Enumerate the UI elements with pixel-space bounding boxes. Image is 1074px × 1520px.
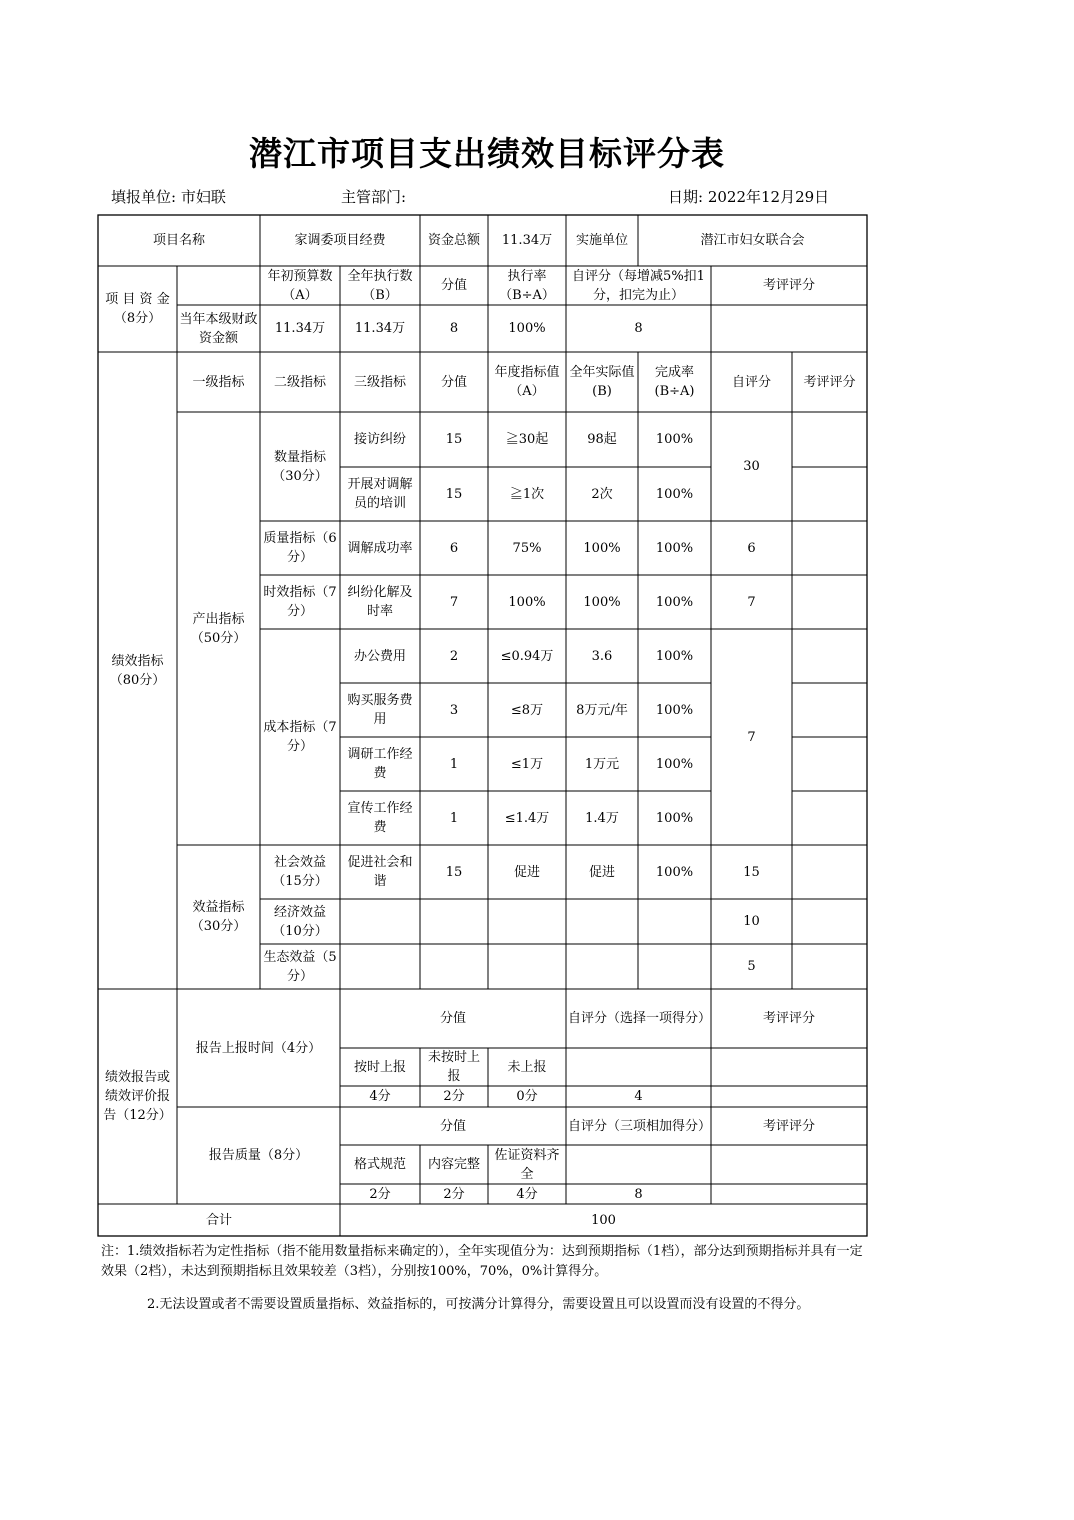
rq-evidence: 佐证资料齐全	[494, 1147, 560, 1182]
total-label: 合计	[205, 1212, 232, 1228]
table-row-rate: 100%	[655, 540, 694, 556]
table-row-score: 6	[449, 540, 459, 556]
table-row-rate: 100%	[655, 810, 694, 826]
score-header: 分值	[440, 278, 467, 293]
fin-rate: 100%	[508, 321, 546, 336]
table-row-rate: 100%	[655, 486, 694, 502]
self-eval-fund-header: 自评分（每增减5%扣1分，扣完为止）	[572, 268, 705, 303]
table-row-score: 3	[449, 702, 459, 718]
table-row-score: 7	[449, 594, 459, 610]
rq-complete-value: 2分	[443, 1186, 465, 1202]
rt-ontime: 按时上报	[353, 1059, 406, 1075]
table-row-self: 6	[747, 540, 756, 556]
rt-score-header: 分值	[439, 1011, 466, 1026]
table-row-rate: 100%	[655, 864, 694, 880]
fin-b: 11.34万	[354, 321, 406, 336]
timely-indicator: 时效指标（7分）	[263, 585, 337, 619]
table-row-actual: 8万元/年	[576, 702, 628, 718]
rq-review-header: 考评评分	[762, 1118, 815, 1134]
year-target-header: 年度指标值（A）	[494, 365, 560, 399]
eco-indicator: 生态效益（5分）	[263, 949, 337, 984]
fund-total-label: 资金总额	[427, 233, 480, 248]
social-indicator: 社会效益（15分）	[272, 855, 328, 889]
actual-header: 全年实际值(B)	[569, 365, 635, 399]
table-row-name: 调解成功率	[347, 540, 413, 556]
table-row-name: 接访纠纷	[353, 432, 406, 447]
note-2: 2.无法设置或者不需要设置质量指标、效益指标的，可按满分计算得分，需要设置且可以设置而没有设置的不得分。	[147, 1297, 810, 1312]
quality-indicator: 质量指标（6分）	[263, 531, 337, 565]
table-row-target: ≤0.94万	[500, 648, 554, 664]
output-indicator: 产出指标（50分）	[190, 611, 247, 646]
table-row-score: 1	[449, 756, 459, 772]
report-label: 绩效报告或绩效评价报告（12分）	[103, 1070, 172, 1123]
table-row-self: 15	[743, 864, 760, 880]
table-row-rate: 100%	[655, 648, 694, 664]
fin-self: 8	[634, 321, 643, 336]
table-row-score: 15	[445, 864, 463, 880]
review-header-2: 考评评分	[803, 374, 856, 390]
table-row-rate: 100%	[655, 594, 694, 610]
lvl1-header: 一级指标	[192, 374, 245, 390]
table-row-actual: 1.4万	[585, 810, 619, 826]
rt-none-value: 0分	[516, 1089, 538, 1104]
exec-rate-header: 执行率（B÷A）	[499, 268, 555, 303]
lvl3-header: 三级指标	[353, 374, 406, 390]
report-time-label: 报告上报时间（4分）	[195, 1040, 322, 1056]
rq-format: 格式规范	[353, 1157, 406, 1172]
rq-evidence-value: 4分	[516, 1186, 538, 1202]
fund-label: 项 目 资 金（8分）	[105, 292, 170, 326]
quantity-self-score: 30	[743, 459, 760, 474]
table-row-target: 促进	[513, 864, 540, 880]
table-row-name: 购买服务费用	[347, 693, 413, 727]
table-row-name: 开展对调解员的培训	[347, 477, 413, 511]
total-value: 100	[591, 1212, 616, 1228]
table-row-name: 办公费用	[353, 648, 406, 664]
rt-review-header: 考评评分	[762, 1011, 815, 1026]
rq-complete: 内容完整	[427, 1157, 480, 1172]
lvl2-header: 二级指标	[273, 374, 326, 390]
rt-ontime-value: 4分	[369, 1089, 391, 1104]
rq-self-value: 8	[634, 1186, 643, 1202]
table-row-rate: 100%	[655, 432, 694, 447]
score-header-2: 分值	[440, 374, 467, 390]
table-row-rate: 100%	[655, 702, 694, 718]
rt-self-header: 自评分（选择一项得分）	[568, 1011, 711, 1026]
table-row-actual: 100%	[583, 594, 621, 610]
impl-unit-label: 实施单位	[575, 233, 628, 248]
rq-score-header: 分值	[439, 1118, 466, 1134]
table-row-name: 宣传工作经费	[347, 801, 413, 835]
table-row-target: ≤1万	[510, 756, 544, 772]
table-row-score: 15	[445, 432, 463, 447]
table-row-score: 1	[449, 810, 459, 826]
exec-b-header: 全年执行数（B）	[347, 268, 413, 303]
project-name-label: 项目名称	[152, 233, 205, 248]
table-row-actual: 1万元	[584, 756, 620, 772]
fin-fund-label: 当年本级财政资金额	[179, 311, 258, 346]
table-row-self: 7	[747, 594, 756, 610]
completion-header: 完成率(B÷A)	[654, 365, 695, 399]
economic-self-score: 10	[743, 914, 760, 929]
table-row-score: 2	[449, 648, 459, 664]
table-row-target: 75%	[512, 540, 542, 556]
economic-indicator: 经济效益（10分）	[272, 904, 328, 939]
table-row-target: ≤1.4万	[504, 810, 550, 826]
rq-format-value: 2分	[369, 1186, 391, 1202]
impl-unit: 潜江市妇女联合会	[700, 233, 805, 248]
fill-unit: 填报单位: 市妇联	[111, 188, 226, 206]
fin-a: 11.34万	[274, 321, 326, 336]
table-row-actual: 促进	[588, 864, 615, 880]
table-row-actual: 3.6	[591, 648, 613, 664]
review-header: 考评评分	[762, 278, 815, 293]
page-title: 潜江市项目支出绩效目标评分表	[249, 134, 725, 173]
budget-a-header: 年初预算数（A）	[267, 268, 333, 303]
table-row-name: 纠纷化解及时率	[347, 585, 413, 619]
table-row-name: 调研工作经费	[347, 747, 413, 781]
table-row-name: 促进社会和谐	[347, 855, 413, 889]
report-quality-label: 报告质量（8分）	[208, 1148, 309, 1163]
table-row-actual: 2次	[591, 486, 613, 502]
rt-late: 未按时上报	[427, 1050, 480, 1084]
self-score-header: 自评分	[731, 374, 771, 390]
table-row-target: 100%	[508, 594, 546, 610]
report-date: 日期: 2022年12月29日	[668, 188, 830, 206]
supervising-dept: 主管部门:	[341, 188, 407, 206]
rq-self-header: 自评分（三项相加得分）	[568, 1118, 711, 1134]
project-name: 家调委项目经费	[294, 233, 386, 248]
benefit-indicator: 效益指标（30分）	[190, 900, 247, 934]
table-row-target: ≧1次	[509, 486, 545, 502]
cost-self-score: 7	[747, 729, 756, 745]
table-row-score: 15	[445, 486, 463, 502]
quantity-indicator: 数量指标（30分）	[272, 449, 328, 484]
cost-indicator: 成本指标（7分）	[263, 720, 337, 754]
table-row-target: ≤8万	[510, 702, 544, 718]
table-row-actual: 98起	[587, 432, 617, 447]
rt-none: 未上报	[507, 1059, 547, 1075]
table-row-actual: 100%	[583, 540, 621, 556]
note-1: 注：1.绩效指标若为定性指标（指不能用数量指标来确定的），全年实现值分为：达到预期指标（1档），部分达到预期指标并具有一定效果（2档），未达到预期指标且效果较差（3档），分别按100%，70%，0%计算得分。	[101, 1244, 863, 1279]
eco-self-score: 5	[747, 959, 756, 974]
rt-self-value: 4	[634, 1089, 643, 1104]
perf-label: 绩效指标（80分）	[109, 653, 166, 688]
rt-late-value: 2分	[443, 1089, 465, 1104]
table-row-target: ≧30起	[505, 432, 549, 447]
table-row-rate: 100%	[655, 756, 694, 772]
fin-score: 8	[449, 321, 459, 336]
fund-total: 11.34万	[501, 233, 553, 248]
